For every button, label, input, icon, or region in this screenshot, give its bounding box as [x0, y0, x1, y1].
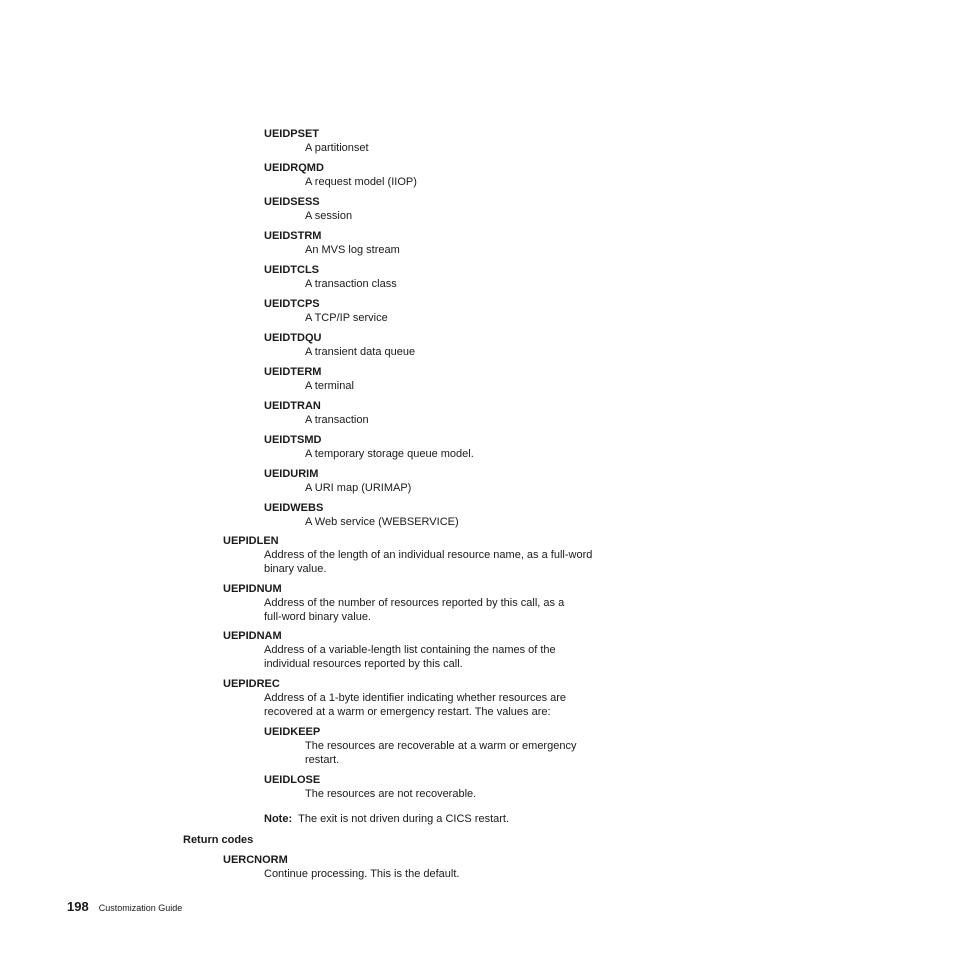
term-definition: A request model (IIOP): [305, 176, 417, 188]
page-number: 198: [67, 899, 89, 914]
term: UEIDPSET: [264, 128, 320, 140]
definition-entry: [223, 582, 623, 629]
note: [264, 812, 509, 826]
definition-entry: [264, 331, 664, 365]
definition-line: Address of the length of an individual resource name, as a full-word: [264, 549, 593, 561]
definition-entry: [264, 725, 623, 773]
term-definition: Continue processing. This is the default.: [264, 868, 460, 880]
term: UEPIDNAM: [223, 630, 282, 642]
term: UEPIDREC: [223, 678, 280, 690]
definition-line: The resources are recoverable at a warm or emergency: [305, 740, 577, 752]
term: UEIDTCPS: [264, 298, 320, 310]
term: UEIDSESS: [264, 196, 320, 208]
term: UEIDTRAN: [264, 400, 321, 412]
term: UEIDTDQU: [264, 332, 322, 344]
definition-entry: [264, 195, 664, 229]
definition-line: binary value.: [264, 563, 327, 575]
term-definition: [264, 787, 605, 801]
term: UEIDSTRM: [264, 230, 322, 242]
note-label: Note:: [264, 813, 293, 825]
term: UERCNORM: [223, 854, 288, 866]
term-definition: [264, 739, 605, 767]
definition-entry: [223, 677, 623, 801]
definition-line: The resources are not recoverable.: [305, 788, 477, 800]
definition-line: full-word binary value.: [264, 611, 371, 623]
term: UEIDTSMD: [264, 434, 322, 446]
book-title: Customization Guide: [98, 903, 183, 913]
term: UEIDWEBS: [264, 502, 324, 514]
definition-entry: [223, 534, 623, 582]
term-definition: A transaction: [305, 414, 369, 426]
definition-entry: [264, 263, 664, 297]
definition-entry: [264, 297, 664, 331]
definition-entry: [264, 399, 664, 433]
term-definition: [223, 643, 619, 671]
definition-line: individual resources reported by this call.: [264, 658, 463, 670]
term: UEIDURIM: [264, 468, 319, 480]
term-definition: A Web service (WEBSERVICE): [305, 516, 459, 528]
recovery-value-list: [223, 725, 623, 801]
definition-entry: [264, 501, 664, 535]
definition-line: Address of a variable-length list containing the names of the: [264, 644, 556, 656]
term-definition: An MVS log stream: [305, 244, 400, 256]
term: UEIDTERM: [264, 366, 322, 378]
page-footer: [67, 900, 182, 915]
definition-line: Address of the number of resources reported by this call, as a: [264, 597, 565, 609]
return-codes-heading: Return codes: [183, 834, 254, 846]
definition-line: Address of a 1-byte identifier indicating whether resources are: [264, 692, 567, 704]
definition-line: recovered at a warm or emergency restart. The values are:: [264, 706, 551, 718]
definition-entry: [264, 433, 664, 467]
term-definition: A temporary storage queue model.: [305, 448, 474, 460]
definition-entry: [264, 365, 664, 399]
definition-entry: [223, 629, 623, 677]
term-definition: A transaction class: [305, 278, 397, 290]
definition-line: restart.: [305, 754, 340, 766]
term-definition: A session: [305, 210, 353, 222]
term: UEIDKEEP: [264, 726, 321, 738]
definition-entry: [223, 853, 459, 881]
resource-type-list: [264, 127, 664, 535]
term: UEIDLOSE: [264, 774, 321, 786]
term-definition: A URI map (URIMAP): [305, 482, 412, 494]
term: UEPIDLEN: [223, 535, 279, 547]
term-definition: [223, 691, 619, 719]
term: UEIDTCLS: [264, 264, 319, 276]
definition-entry: [264, 229, 664, 263]
definition-entry: [264, 773, 623, 801]
term-definition: A transient data queue: [305, 346, 416, 358]
term-definition: [223, 596, 619, 624]
term: UEIDRQMD: [264, 162, 324, 174]
term-definition: A partitionset: [305, 142, 369, 154]
definition-entry: [264, 467, 664, 501]
definition-entry: [264, 161, 664, 195]
term: UEPIDNUM: [223, 583, 282, 595]
term-definition: A terminal: [305, 380, 354, 392]
definition-entry: [264, 127, 664, 161]
term-definition: [223, 548, 619, 576]
parameter-list: [223, 534, 623, 801]
note-text: The exit is not driven during a CICS restart.: [298, 813, 510, 825]
term-definition: A TCP/IP service: [305, 312, 388, 324]
